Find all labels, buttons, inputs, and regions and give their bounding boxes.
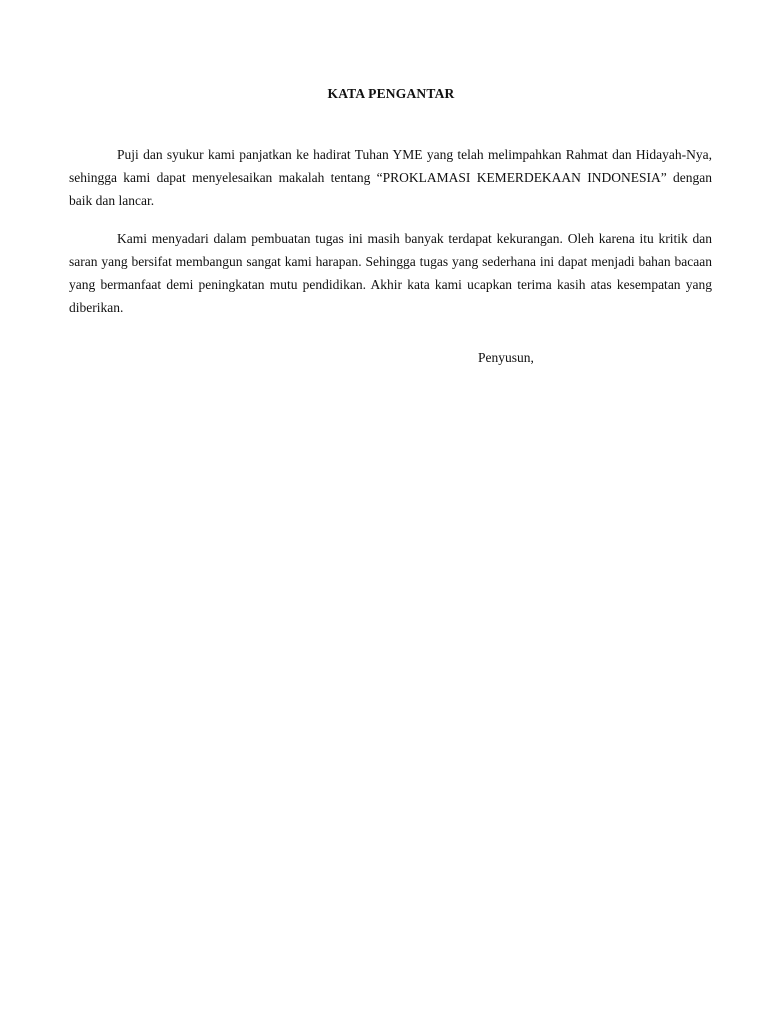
paragraph-2-text: Kami menyadari dalam pembuatan tugas ini masih banyak terdapat kekurangan. Oleh karena itu kritik dan saran yang bersifat membangun sangat kami harapan. Sehingga tugas yang sederhana ini dapat menjadi bahan bacaan yang bermanfaat demi peningkatan mutu pendidikan. Akhir kata kami ucapkan terima kasih atas kesempatan yang diberikan.	[69, 231, 712, 315]
signoff-label: Penyusun,	[478, 350, 534, 365]
page-title: KATA PENGANTAR	[327, 86, 455, 101]
paragraph-2	[69, 227, 712, 319]
paragraph-1	[69, 143, 712, 212]
paragraph-1-text: Puji dan syukur kami panjatkan ke hadirat Tuhan YME yang telah melimpahkan Rahmat dan Hidayah-Nya, sehingga kami dapat menyelesaikan makalah tentang “PROKLAMASI KEMERDEKAAN INDONESIA” dengan baik dan lancar.	[69, 147, 712, 208]
